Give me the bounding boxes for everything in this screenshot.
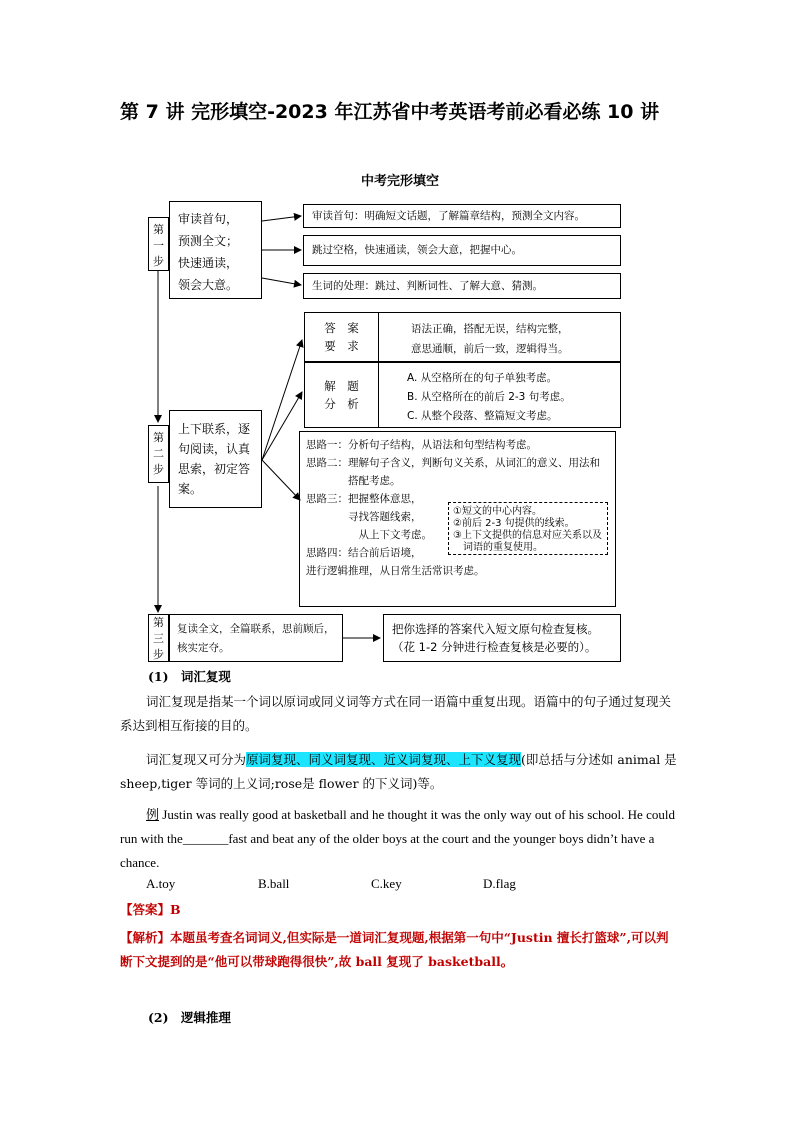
step3-detail-box: 把你选择的答案代入短文原句检查复核。 （花 1-2 分钟进行检查复核是必要的）。 — [383, 614, 621, 662]
answer-requirements-box — [304, 312, 621, 362]
section1-heading: (1) 词汇复现 — [148, 669, 231, 684]
option-a: A.toy — [146, 876, 176, 891]
clues-dotted-box: ①短文的中心内容。 ②前后 2-3 句提供的线索。 ③上下文提供的信息对应关系以及 词语的重复使用。 — [448, 502, 608, 555]
example-label: 例 — [146, 807, 160, 822]
diagram-title: 中考完形填空 — [360, 174, 439, 189]
highlighted-text: 原词复现、同义词复现、近义词复现、上下义复现 — [246, 752, 522, 767]
thoughts-box: 思路一：分析句子结构，从语法和句型结构考虑。 思路二：理解句子含义，判断句义关系，从词汇的意义、用法和 搭配考虑。 思路三：把握整体意思， 寻找答题线索， 从上下文考虑。 思路四：结合前后语境， 进行逻辑推理，从日常生活常识考虑。 — [299, 431, 616, 607]
step1-label: 第 一 步 — [148, 217, 169, 271]
option-b: B.ball — [258, 876, 290, 891]
step1-detail-1: 审读首句：明确短文话题，了解篇章结构，预测全文内容。 — [303, 204, 621, 228]
step1-detail-3: 生词的处理：跳过、判断词性、了解大意、猜测。 — [303, 273, 621, 299]
example-text: 例 Justin was really good at basketball and he thought it was the only way out of his school. He could run with the_______fast and beat any of the older boys at the court and the younger boys didn’t have a chance. — [120, 807, 675, 870]
page-title: 第 7 讲 完形填空-2023 年江苏省中考英语考前必看必练 10 讲 — [120, 101, 660, 123]
step1-detail-2: 跳过空格，快速通读，领会大意，把握中心。 — [303, 235, 621, 266]
answer-line: 【答案】B — [120, 902, 181, 917]
step3-label: 第 三 步 — [148, 614, 169, 662]
answer-requirements-body: 语法正确，搭配无误，结构完整， 意思通顺，前后一致，逻辑得当。 — [411, 323, 569, 355]
example-options — [146, 876, 666, 896]
answer-requirements-head: 答 案 要 求 — [305, 313, 379, 361]
analysis-head: 解 题 分 析 — [305, 363, 379, 427]
section1-paragraph-2: 词汇复现又可分为原词复现、同义词复现、近义词复现、上下义复现(即总括与分述如 animal 是 sheep,tiger 等词的上义词;rose是 flower 的下义词)等。 — [120, 752, 677, 791]
section1-paragraph-1: 词汇复现是指某一个词以原词或同义词等方式在同一语篇中重复出现。语篇中的句子通过复现关系达到相互衔接的目的。 — [120, 694, 672, 733]
analysis-box — [304, 362, 621, 428]
step3-main-box: 复读全文，全篇联系，思前顾后， 核实定夺。 — [169, 614, 343, 662]
step1-main-box: 审读首句， 预测全文； 快速通读， 领会大意。 — [169, 201, 262, 299]
analysis-body: A. 从空格所在的句子单独考虑。 B. 从空格所在的前后 2-3 句考虑。 C. 从整个段落、整篇短文考虑。 — [407, 372, 571, 422]
step2-main-box: 上下联系，逐 句阅读，认真 思索，初定答 案。 — [169, 410, 262, 508]
step2-label: 第 二 步 — [148, 425, 169, 483]
section2-heading: (2) 逻辑推理 — [148, 1010, 231, 1025]
option-c: C.key — [371, 876, 402, 891]
analysis-paragraph: 【解析】本题虽考查名词词义,但实际是一道词汇复现题,根据第一句中“Justin 擅长打篮球”,可以判断下文提到的是“他可以带球跑得很快”,故 ball 复现了 basketball。 — [120, 930, 669, 969]
option-d: D.flag — [483, 876, 516, 891]
